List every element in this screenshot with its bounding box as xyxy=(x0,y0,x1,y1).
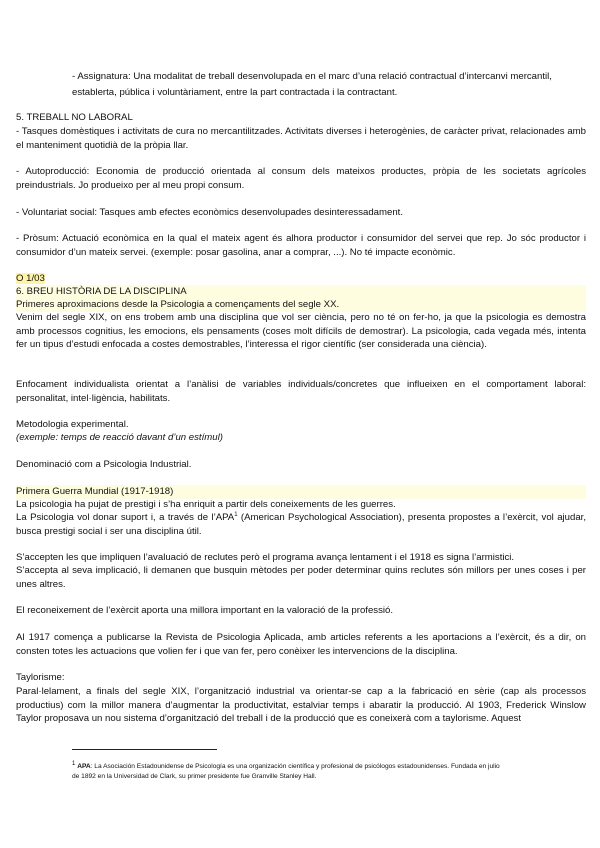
ww1-line-1: La psicologia ha pujat de prestigi i s’ha enriquit a partir dels coneixements de les guerres. xyxy=(16,499,396,510)
sec5-domestic-tasks: - Tasques domèstiques i activitats de cura no mercantilitzades. Activitats diverses i heterogènies, de caràcter privat, relacionades amb el manteniment quotidià de la pròpia llar. xyxy=(16,126,586,151)
footnote-divider xyxy=(72,749,217,750)
ww1-heading: Primera Guerra Mundial (1917-1918) xyxy=(16,485,586,499)
footnote-text: : La Asociación Estadounidense de Psicología es una organización científica y profesional de psicólogos estadounidenses. Fundada en julio de 1892 en la Universidad de Clark, su primer presidente fue Granville Stanley Hall. xyxy=(72,762,500,780)
taylorism-heading: Taylorisme: xyxy=(16,672,65,683)
section-5-title: 5. TREBALL NO LABORAL xyxy=(16,112,133,123)
sec6-journal: Al 1917 comença a publicarse la Revista de Psicologia Aplicada, amb articles referents a les aportacions a l’exèrcit, és a dir, on consten totes les actuacions que volien fer i que van fer, pero conèixer les intervencions de la disciplina. xyxy=(16,632,586,657)
sec6-recognition: El reconeixement de l’exèrcit aporta una millora important en la valoració de la professió. xyxy=(16,605,394,616)
sec5-volunteering: - Voluntariat social: Tasques amb efectes econòmics desenvolupades desinteressadament. xyxy=(16,207,403,218)
assignatura-line-2: establerta, pública i voluntàriament, entre la part contractada i la contractant. xyxy=(72,87,398,98)
ww1-text-b: (American Psychological Association), presenta propostes a l’exèrcit, vol ajudar, busca prestigi social i ser una disciplina útil. xyxy=(16,512,586,537)
ww1-text-a: La Psicologia vol donar suport i, a través de l’APA xyxy=(16,512,235,523)
page-marker-text: O 1/03 xyxy=(16,273,45,284)
methodology-example: (exemple: temps de reacció davant d’un estímul) xyxy=(16,432,223,443)
sec5-autoproduction: - Autoproducció: Economia de producció orientada al consum dels mateixos productes, pròpia de les societats agrícoles preindustrials. Jo produeixo per al meu propi consum. xyxy=(16,166,586,191)
assignatura-line-1: - Assignatura: Una modalitat de treball desenvolupada en el marc d’una relació contractual d’intercanvi mercantil, xyxy=(72,71,552,82)
footnote-ref[interactable]: 1 xyxy=(234,511,238,518)
sec6-recruits: S’accepten les que impliquen l’avaluació de reclutes però el programa avança lentament i el 1918 es signa l’armistici. xyxy=(16,552,515,563)
sec6-methods: S’accepta al seva implicació, li demanen que busquin mètodes per poder determinar quins reclutes són millors per unes coses i per unes altres. xyxy=(16,565,586,590)
footnote xyxy=(72,762,502,782)
ww1-paragraph xyxy=(16,511,586,538)
denomination: Denominació com a Psicologia Industrial. xyxy=(16,459,192,470)
methodology-heading: Metodologia experimental. xyxy=(16,419,129,430)
sec6-individualist: Enfocament individualista orientat a l’anàlisi de variables individuals/concretes que influeixen en el comportament laboral: personalitat, intel·ligència, habilitats. xyxy=(16,379,586,404)
section-6-title: 6. BREU HISTÒRIA DE LA DISCIPLINA xyxy=(16,285,586,299)
footnote-label: APA xyxy=(77,762,91,770)
page-marker xyxy=(16,272,586,286)
footnote-number: 1 xyxy=(72,760,76,767)
taylorism-paragraph: Paral·lelament, a finals del segle XIX, l’organització industrial va orientar-se cap a la fabricació en sèrie (cap als processos productius) com la millor manera d’augmentar la productivitat, estalviar temps i abaratir la producció. Al 1903, Frederick Winslow Taylor proposava un nou sistema d’organització del treball i de la producció que es coneixerà com a taylorisme. Aquest xyxy=(16,686,586,725)
sec6-paragraph-1: Venim del segle XIX, on ens trobem amb una disciplina que vol ser ciència, pero no té on fer-ho, ja que la psicologia es demostra amb processos cognitius, les emocions, els pensaments (coses molt difícils de demostrar). La psicologia, cada vegada més, intenta fer un tipus d’estudi enfocada a costes demostrables, l’interessa el rigor científic (ser considerada una ciència). xyxy=(16,312,586,351)
sec5-prosum: - Pròsum: Actuació econòmica en la qual el mateix agent és alhora productor i consumidor del servei que rep. Jo sóc productor i consumidor d’un mateix servei. (exemple: posar gasolina, anar a comprar, ...). No té impacte econòmic. xyxy=(16,233,586,258)
section-6-subtitle: Primeres aproximacions desde la Psicologia a començaments del segle XX. xyxy=(16,298,586,312)
